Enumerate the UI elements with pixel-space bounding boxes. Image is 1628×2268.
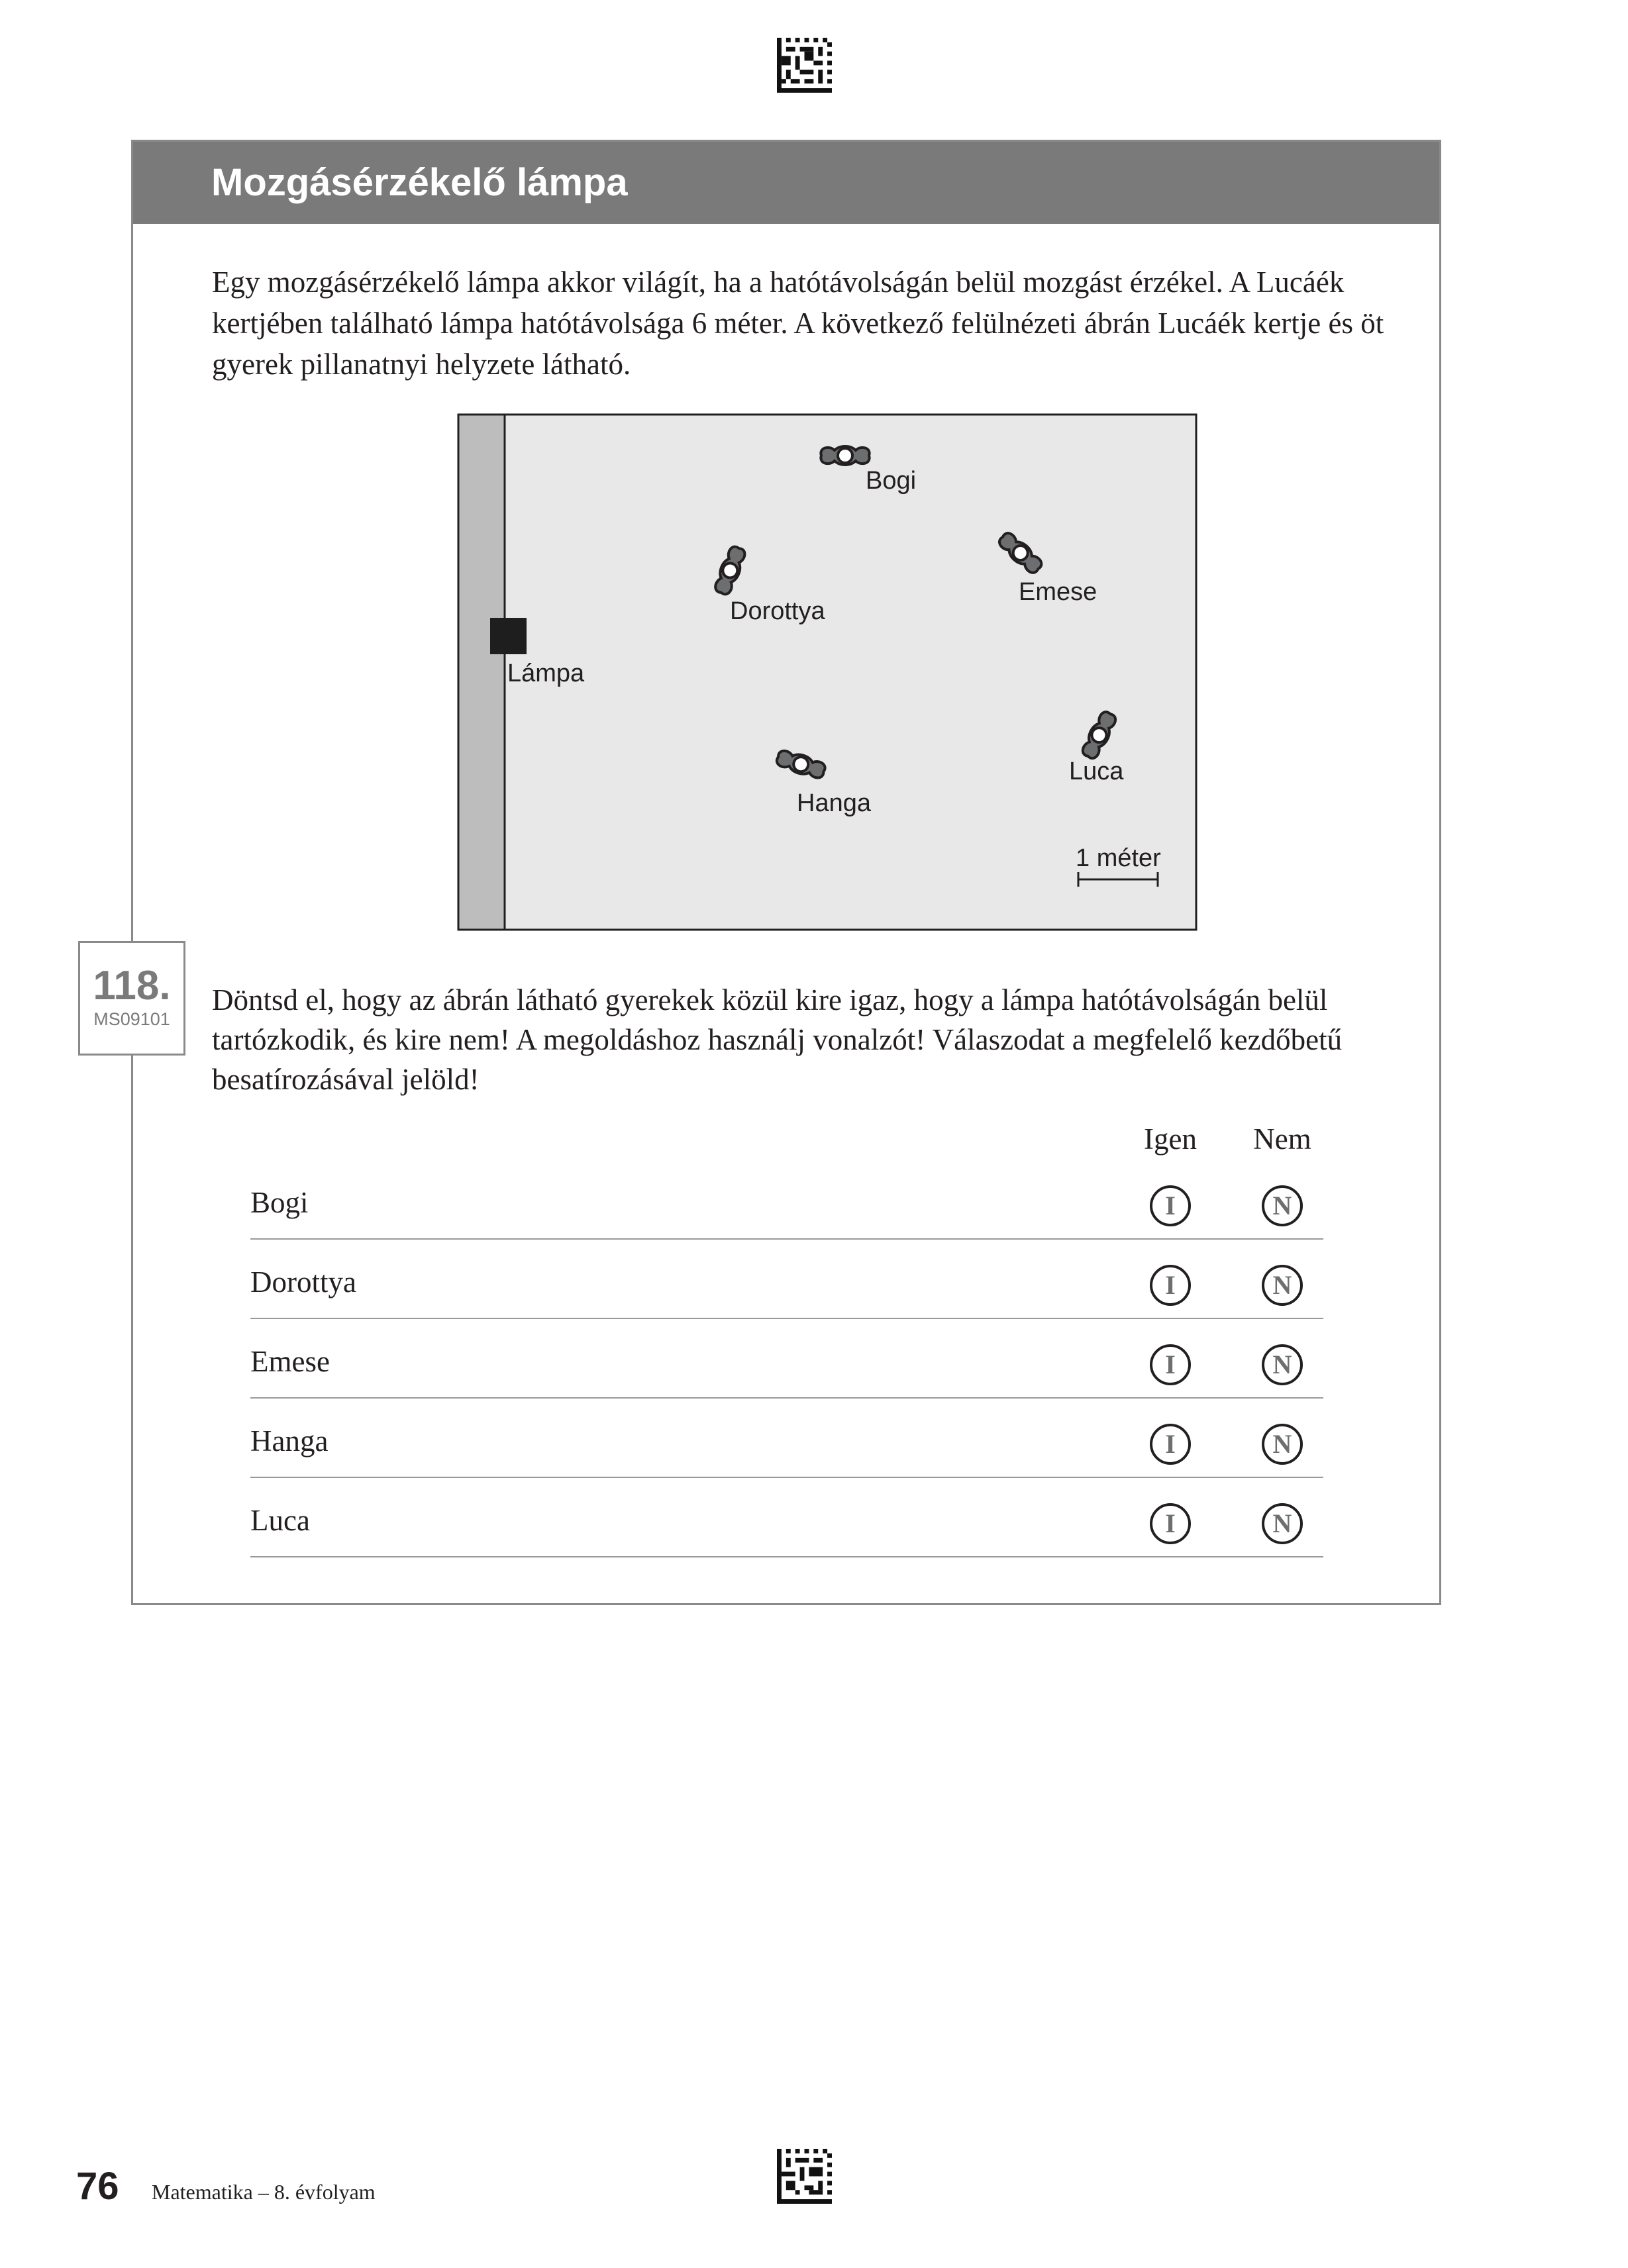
no-bubble[interactable]: N [1262, 1344, 1303, 1385]
task-code: MS09101 [93, 1009, 170, 1029]
row-label: Hanga [250, 1424, 329, 1457]
no-bubble[interactable]: N [1262, 1503, 1303, 1544]
yes-bubble[interactable]: I [1150, 1185, 1191, 1226]
answer-row-bogi [250, 1160, 1323, 1240]
child-label-luca: Luca [1069, 758, 1124, 785]
no-bubble[interactable]: N [1262, 1185, 1303, 1226]
child-label-hanga: Hanga [797, 789, 871, 817]
answer-row-dorottya [250, 1240, 1323, 1319]
answer-row-hanga [250, 1399, 1323, 1478]
yes-bubble[interactable]: I [1150, 1265, 1191, 1306]
header-no: Nem [1253, 1122, 1311, 1156]
answer-row-emese [250, 1319, 1323, 1399]
yes-bubble[interactable]: I [1150, 1424, 1191, 1465]
task-title: Mozgásérzékelő lámpa [133, 142, 1439, 224]
garden-diagram [457, 413, 1197, 931]
task-number: 118. [93, 963, 171, 1009]
question-text: Döntsd el, hogy az ábrán látható gyerekek közül kire igaz, hogy a lámpa hatótávolságán belül tartózkodik, és kire nem! A megoldáshoz használj vonalzót! Válaszodat a megfelelő kezdőbetű besatírozásával jelöld! [212, 983, 1343, 1096]
datamatrix-code-bottom [777, 2149, 832, 2204]
lamp-label: Lámpa [507, 660, 585, 687]
child-label-bogi: Bogi [866, 467, 917, 495]
datamatrix-code-top [777, 38, 832, 93]
lamp-marker [490, 618, 527, 654]
row-label: Luca [250, 1504, 310, 1537]
footer-text: Matematika – 8. évfolyam [152, 2180, 376, 2204]
no-bubble[interactable]: N [1262, 1265, 1303, 1306]
row-label: Emese [250, 1345, 330, 1378]
answer-row-luca [250, 1478, 1323, 1557]
task-number-box [78, 941, 185, 1056]
child-label-emese: Emese [1019, 578, 1097, 606]
intro-text: Egy mozgásérzékelő lámpa akkor világít, ha a hatótávolságán belül mozgást érzékel. A Lucáék kertjében található lámpa hatótávolsága 6 méter. A következő felülnézeti ábrán Lucáék kertje és öt gyerek pillanatnyi helyzete látható. [212, 266, 1384, 381]
row-label: Bogi [250, 1186, 309, 1219]
yes-bubble[interactable]: I [1150, 1344, 1191, 1385]
no-bubble[interactable]: N [1262, 1424, 1303, 1465]
page-number: 76 [76, 2165, 119, 2208]
child-label-dorottya: Dorottya [730, 597, 825, 625]
child-icon-bogi [821, 446, 869, 465]
header-yes: Igen [1144, 1122, 1197, 1156]
scale-label: 1 méter [1076, 844, 1161, 872]
row-label: Dorottya [250, 1265, 356, 1299]
house-wall [458, 415, 505, 930]
yes-bubble[interactable]: I [1150, 1503, 1191, 1544]
